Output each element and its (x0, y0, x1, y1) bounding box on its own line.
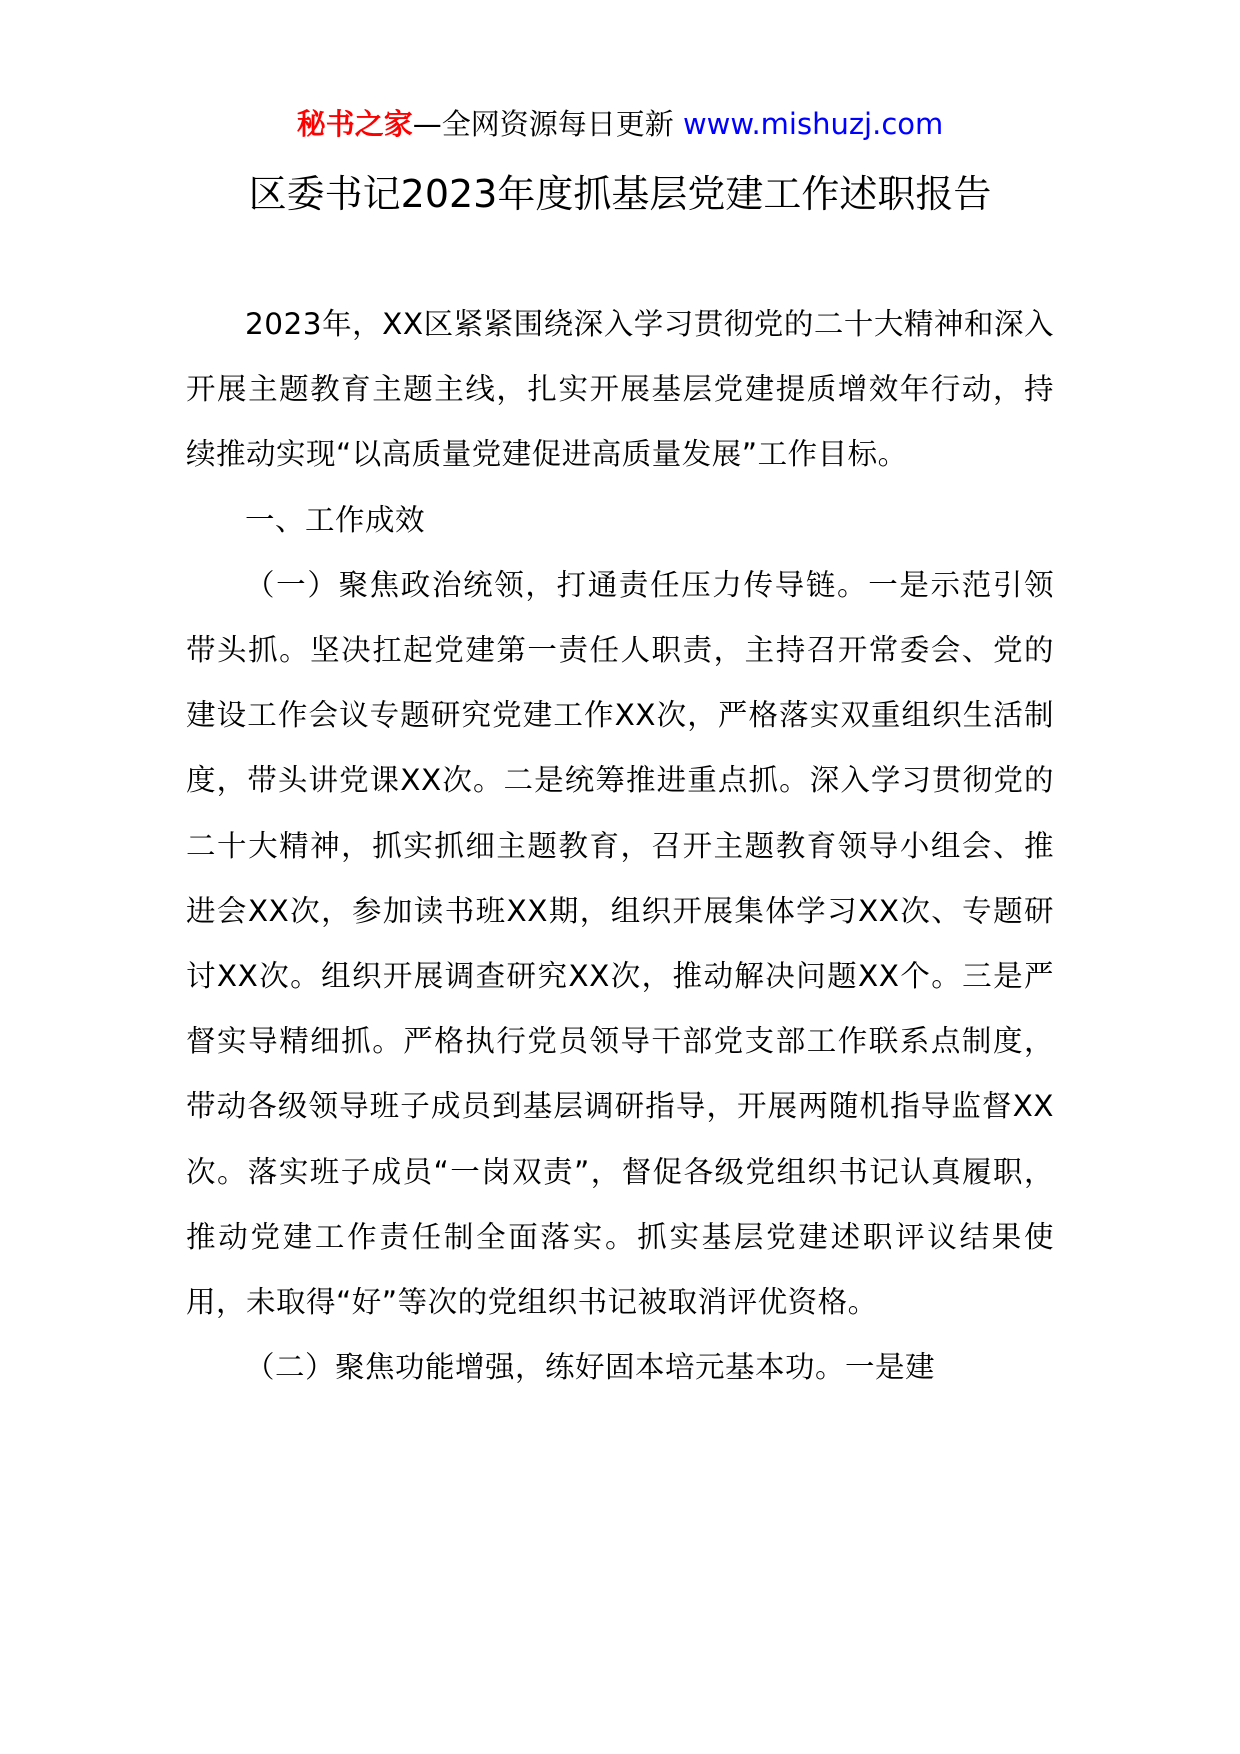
document-body (186, 292, 1054, 1400)
banner-slogan: —全网资源每日更新 (412, 107, 674, 141)
intro-paragraph: 2023年，XX区紧紧围绕深入学习贯彻党的二十大精神和深入开展主题教育主题主线，扎实开展基层党建提质增效年行动，持续推动实现“以高质量党建促进高质量发展”工作目标。 (186, 307, 1054, 472)
site-url-link[interactable]: www.mishuzj.com (682, 107, 944, 141)
subsection-paragraph: （一）聚焦政治统领，打通责任压力传导链。一是示范引领带头抓。坚决扛起党建第一责任人职责，主持召开常委会、党的建设工作会议专题研究党建工作XX次，严格落实双重组织生活制度，带头讲党课XX次。二是统筹推进重点抓。深入学习贯彻党的二十大精神，抓实抓细主题教育，召开主题教育领导小组会、推进会XX次，参加读书班XX期，组织开展集体学习XX次、专题研讨XX次。组织开展调查研究XX次，推动解决问题XX个。三是严督实导精细抓。严格执行党员领导干部党支部工作联系点制度，带动各级领导班子成员到基层调研指导，开展两随机指导监督XX次。落实班子成员“一岗双责”，督促各级党组织书记认真履职，推动党建工作责任制全面落实。抓实基层党建述职评议结果使用，未取得“好”等次的党组织书记被取消评优资格。 (186, 567, 1054, 1320)
brand-name: 秘书之家 (296, 107, 413, 141)
section-heading: 一、工作成效 (245, 502, 426, 537)
site-banner (0, 104, 1240, 144)
subsection-paragraph: （二）聚焦功能增强，练好固本培元基本功。一是建 (245, 1350, 936, 1385)
document-title: 区委书记2023年度抓基层党建工作述职报告 (248, 172, 992, 216)
